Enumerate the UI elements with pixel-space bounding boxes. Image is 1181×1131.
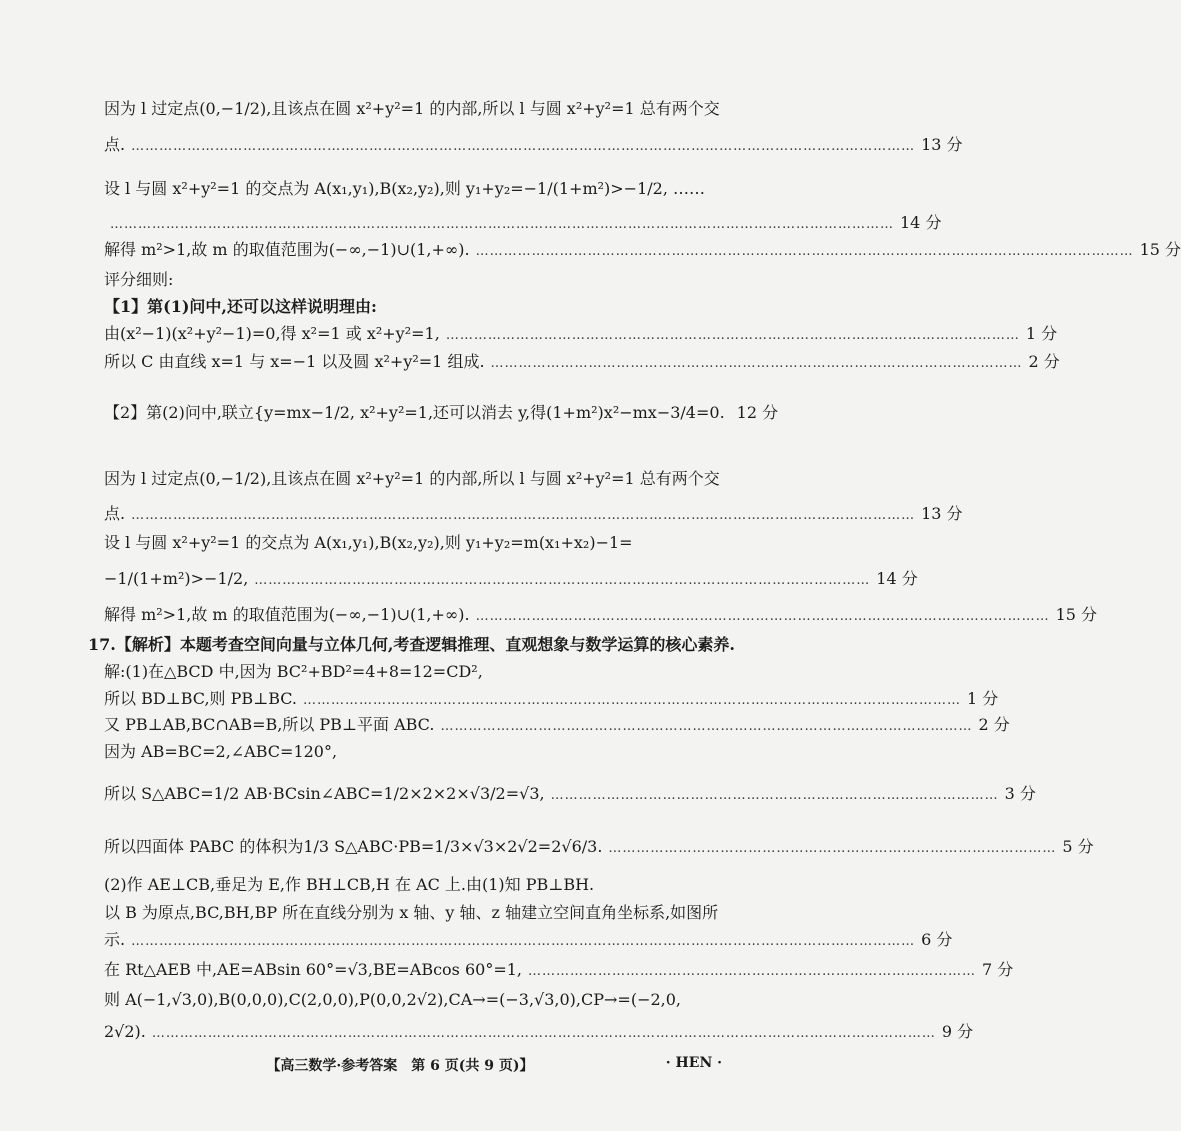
text-line: 又 PB⊥AB,BC∩AB=B,所以 PB⊥平面 ABC. …………………………………………………………………………………………………… 2 分 <box>104 714 720 738</box>
score: 2 分 <box>978 715 1010 734</box>
leader-dots: …………………………………………………………………………………………………………………………………………………… <box>151 1026 936 1041</box>
score: 13 分 <box>921 135 963 154</box>
text-line: 点. …………………………………………………………………………………………………………………………………………………… 13 分 <box>104 503 720 527</box>
score: 14 分 <box>876 569 918 588</box>
footer-center: 【高三数学·参考答案 第 6 页(共 9 页)】 <box>266 1058 534 1074</box>
leader-dots: …………………………………………………………………………………………………………………… <box>254 573 871 588</box>
leader-dots: …………………………………………………………………………………………………………………………… <box>475 244 1134 259</box>
text-line: 所以 BD⊥BC,则 PB⊥BC. …………………………………………………………………………………………………………………………… 1 分 <box>104 688 720 712</box>
score: 7 分 <box>982 960 1014 979</box>
text-line: 点. …………………………………………………………………………………………………………………………………………………… 13 分 <box>104 134 720 158</box>
score: 12 分 <box>736 403 779 422</box>
text-line: 以 B 为原点,BC,BH,BP 所在直线分别为 x 轴、y 轴、z 轴建立空间直角坐标系,如图所 <box>104 903 719 922</box>
text-line: 所以四面体 PABC 的体积为1/3 S△ABC·PB=1/3×√3×2√2=2√6/3. …………………………………………………………………………………… 5 分 <box>104 836 720 860</box>
leader-dots: …………………………………………………………………………………………………………… <box>475 609 1050 624</box>
leader-dots: …………………………………………………………………………………………………………… <box>445 328 1020 343</box>
text-line <box>104 212 942 236</box>
text-line: 由(x²−1)(x²+y²−1)=0,得 x²=1 或 x²+y²=1, …………………………………………………………………………………………………………… 1 分 <box>104 323 720 347</box>
text-line: 解:(1)在△BCD 中,因为 BC²+BD²=4+8=12=CD², <box>104 662 483 681</box>
text-line: −1/(1+m²)>−1/2, …………………………………………………………………………………………………………………… 14 分 <box>104 568 720 592</box>
leader-dots: …………………………………………………………………………………………………… <box>440 719 973 734</box>
score: 5 分 <box>1062 837 1094 856</box>
text-line: 所以 C 由直线 x=1 与 x=−1 以及圆 x²+y²=1 组成. …………………………………………………………………………………………………… 2 分 <box>104 351 720 375</box>
footer-right: · HEN · <box>665 1055 722 1071</box>
leader-dots: …………………………………………………………………………………………………………………………………………………… <box>131 139 916 154</box>
text-line: 在 Rt△AEB 中,AE=ABsin 60°=√3,BE=ABcos 60°=1, …………………………………………………………………………………… 7 分 <box>104 959 720 983</box>
score: 3 分 <box>1004 784 1036 803</box>
question-17-header: 17.【解析】本题考查空间向量与立体几何,考查逻辑推理、直观想象与数学运算的核心素养. <box>88 635 735 654</box>
text-line: 示. …………………………………………………………………………………………………………………………………………………… 6 分 <box>104 929 720 953</box>
leader-dots: …………………………………………………………………………………………………………………………………………………… <box>110 217 894 232</box>
text-line: 设 l 与圆 x²+y²=1 的交点为 A(x₁,y₁),B(x₂,y₂),则 y₁+y₂=m(x₁+x₂)−1= <box>104 533 633 552</box>
text-line: 解得 m²>1,故 m 的取值范围为(−∞,−1)∪(1,+∞). …………………………………………………………………………………………………………… 15 分 <box>104 604 720 628</box>
score: 6 分 <box>921 930 953 949</box>
score: 9 分 <box>941 1022 974 1041</box>
leader-dots: …………………………………………………………………………………… <box>608 841 1057 856</box>
text-line: 因为 l 过定点(0,−1/2),且该点在圆 x²+y²=1 的内部,所以 l 与圆 x²+y²=1 总有两个交 <box>104 469 720 488</box>
text-line: 【1】第(1)问中,还可以这样说明理由: <box>104 297 377 316</box>
leader-dots: …………………………………………………………………………………………………………………………………………………… <box>131 934 916 949</box>
text-line: 设 l 与圆 x²+y²=1 的交点为 A(x₁,y₁),B(x₂,y₂),则 y₁+y₂=−1/(1+m²)>−1/2, …… <box>104 179 706 198</box>
text-line: 所以 S△ABC=1/2 AB·BCsin∠ABC=1/2×2×2×√3/2=√3, …………………………………………………………………………………… 3 分 <box>104 783 720 807</box>
leader-dots: …………………………………………………………………………………………………… <box>490 356 1023 371</box>
score: 2 分 <box>1028 352 1060 371</box>
score: 15 分 <box>1055 605 1098 624</box>
leader-dots: …………………………………………………………………………………………………………………………… <box>303 693 962 708</box>
text-line: 因为 l 过定点(0,−1/2),且该点在圆 x²+y²=1 的内部,所以 l 与圆 x²+y²=1 总有两个交 <box>104 99 720 118</box>
text-line: 【2】第(2)问中,联立{y=mx−1/2, x²+y²=1,还可以消去 y,得(1+m²)x²−mx−3/4=0. 12 分 <box>104 403 779 422</box>
score: 1 分 <box>967 689 999 708</box>
leader-dots: …………………………………………………………………………………… <box>528 964 977 979</box>
text-line: (2)作 AE⊥CB,垂足为 E,作 BH⊥CB,H 在 AC 上.由(1)知 PB⊥BH. <box>104 875 595 894</box>
score: 15 分 <box>1139 240 1181 259</box>
text-line: 2√2). …………………………………………………………………………………………………………………………………………………… 9 分 <box>104 1021 720 1045</box>
text-line: 评分细则: <box>104 270 174 289</box>
text-line: 因为 AB=BC=2,∠ABC=120°, <box>104 742 338 761</box>
leader-dots: …………………………………………………………………………………………………………………………………………………… <box>131 508 916 523</box>
score: 14 分 <box>900 213 942 232</box>
leader-dots: …………………………………………………………………………………… <box>550 788 999 803</box>
text-line: 则 A(−1,√3,0),B(0,0,0),C(2,0,0),P(0,0,2√2),CA→=(−3,√3,0),CP→=(−2,0, <box>104 990 681 1009</box>
score: 1 分 <box>1025 324 1058 343</box>
text-line: 解得 m²>1,故 m 的取值范围为(−∞,−1)∪(1,+∞). …………………………………………………………………………………………………………………………… 15 分 <box>104 239 720 263</box>
score: 13 分 <box>921 504 963 523</box>
